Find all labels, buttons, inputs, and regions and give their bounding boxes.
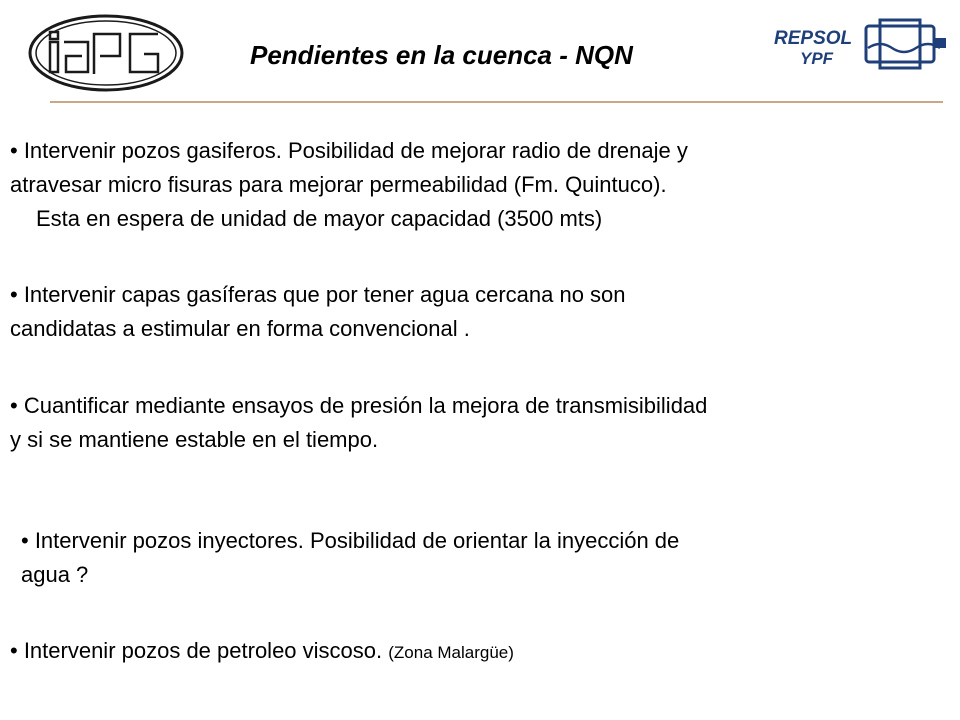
repsol-emblem-icon <box>866 20 946 68</box>
bullet-line: • Intervenir capas gasíferas que por tener agua cercana no son <box>10 282 626 307</box>
bullet-line: • Cuantificar mediante ensayos de presión la mejora de transmisibilidad <box>10 393 708 418</box>
repsol-ypf-logo <box>770 18 950 74</box>
slide-title: Pendientes en la cuenca - NQN <box>250 40 633 70</box>
bullet-line: y si se mantiene estable en el tiempo. <box>10 427 379 452</box>
repsol-logo-word: REPSOL <box>774 28 853 49</box>
bullet-line: • Intervenir pozos gasiferos. Posibilidad de mejorar radio de drenaje y <box>10 138 688 163</box>
bullet-gas-layers <box>10 278 626 346</box>
bullet-line: agua ? <box>21 562 89 587</box>
header-divider <box>50 101 943 103</box>
bullet-pressure-tests <box>10 389 707 457</box>
bullet-line: candidatas a estimular en forma convencional . <box>10 316 470 341</box>
bullet-line: • Intervenir pozos de petroleo viscoso. <box>10 638 383 663</box>
bullet-injector-wells <box>21 524 679 592</box>
bullet-line: Esta en espera de unidad de mayor capacidad (3500 mts) <box>36 206 603 231</box>
ypf-logo-word: YPF <box>800 49 834 68</box>
bullet-line: • Intervenir pozos inyectores. Posibilidad de orientar la inyección de <box>21 528 680 553</box>
bullet-note: (Zona Malargüe) <box>388 643 514 662</box>
bullet-viscous-oil <box>10 634 514 670</box>
iapg-logo <box>26 12 186 94</box>
bullet-line: atravesar micro fisuras para mejorar permeabilidad (Fm. Quintuco). <box>10 172 667 197</box>
bullet-gas-wells <box>10 134 688 236</box>
iapg-logo-text: IAPG <box>106 92 109 93</box>
